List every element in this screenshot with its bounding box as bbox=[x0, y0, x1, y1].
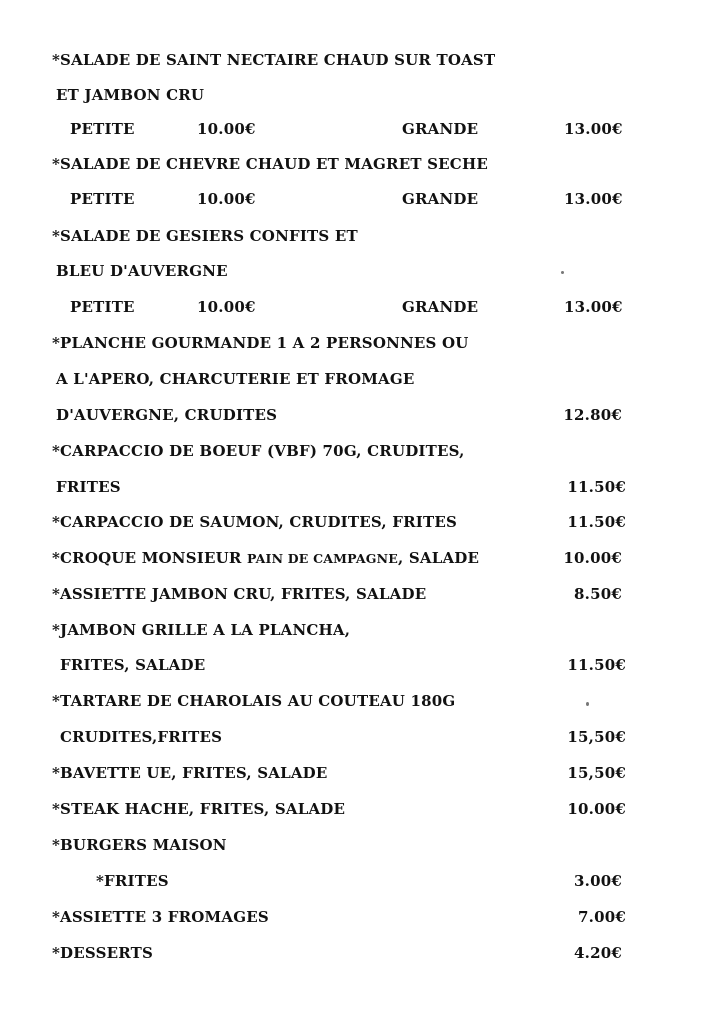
size-petite-label: PETITE bbox=[70, 298, 135, 316]
dish-croque-part2: PAIN DE CAMPAGNE bbox=[246, 551, 398, 566]
dish-desserts: *DESSERTS bbox=[52, 944, 154, 962]
dish-burgers-maison: *BURGERS MAISON bbox=[52, 836, 227, 854]
dish-assiette-jambon-price: 8.50€ bbox=[574, 585, 622, 603]
dish-saint-nectaire-line1: *SALADE DE SAINT NECTAIRE CHAUD SUR TOAST bbox=[52, 51, 496, 69]
dish-tartare-price: 15,50€ bbox=[567, 728, 626, 746]
dish-assiette-fromages-price: 7.00€ bbox=[578, 908, 626, 926]
dish-frites: *FRITES bbox=[96, 872, 169, 890]
dish-frites-price: 3.00€ bbox=[574, 872, 622, 890]
dish-assiette-fromages: *ASSIETTE 3 FROMAGES bbox=[52, 908, 269, 926]
dish-gesiers-line1: *SALADE DE GESIERS CONFITS ET bbox=[52, 227, 358, 245]
dish-jambon-grille-line1: *JAMBON GRILLE A LA PLANCHA, bbox=[52, 621, 351, 639]
dish-bavette: *BAVETTE UE, FRITES, SALADE bbox=[52, 764, 328, 782]
dish-saint-nectaire-line2: ET JAMBON CRU bbox=[56, 86, 205, 104]
dish-carpaccio-boeuf-price: 11.50€ bbox=[567, 478, 626, 496]
size-grande-price: 13.00€ bbox=[564, 190, 623, 208]
dish-carpaccio-boeuf-line1: *CARPACCIO DE BOEUF (VBF) 70G, CRUDITES, bbox=[52, 442, 465, 460]
dish-chevre-chaud: *SALADE DE CHEVRE CHAUD ET MAGRET SECHE bbox=[52, 155, 488, 173]
dish-assiette-jambon: *ASSIETTE JAMBON CRU, FRITES, SALADE bbox=[52, 585, 427, 603]
size-grande-price: 13.00€ bbox=[564, 120, 623, 138]
dish-planche-line3: D'AUVERGNE, CRUDITES bbox=[56, 406, 278, 424]
dish-planche-price: 12.80€ bbox=[563, 406, 622, 424]
dish-carpaccio-saumon-price: 11.50€ bbox=[567, 513, 626, 531]
size-grande-label: GRANDE bbox=[402, 298, 479, 316]
dish-bavette-price: 15,50€ bbox=[567, 764, 626, 782]
dish-croque-price: 10.00€ bbox=[563, 549, 622, 567]
size-petite-label: PETITE bbox=[70, 120, 135, 138]
dish-planche-line1: *PLANCHE GOURMANDE 1 A 2 PERSONNES OU bbox=[52, 334, 469, 352]
scan-speck bbox=[561, 271, 564, 274]
size-petite-label: PETITE bbox=[70, 190, 135, 208]
scan-speck bbox=[586, 702, 589, 706]
size-petite-price: 10.00€ bbox=[197, 120, 256, 138]
dish-steak-hache-price: 10.00€ bbox=[567, 800, 626, 818]
dish-croque-monsieur bbox=[52, 549, 479, 568]
size-grande-label: GRANDE bbox=[402, 120, 479, 138]
dish-jambon-grille-price: 11.50€ bbox=[567, 656, 626, 674]
dish-desserts-price: 4.20€ bbox=[574, 944, 622, 962]
size-petite-price: 10.00€ bbox=[197, 298, 256, 316]
dish-croque-part3: , SALADE bbox=[398, 549, 480, 567]
dish-jambon-grille-line2: FRITES, SALADE bbox=[60, 656, 206, 674]
dish-carpaccio-boeuf-line2: FRITES bbox=[56, 478, 121, 496]
dish-carpaccio-saumon: *CARPACCIO DE SAUMON, CRUDITES, FRITES bbox=[52, 513, 457, 531]
dish-tartare-line2: CRUDITES,FRITES bbox=[60, 728, 223, 746]
size-grande-label: GRANDE bbox=[402, 190, 479, 208]
dish-steak-hache: *STEAK HACHE, FRITES, SALADE bbox=[52, 800, 346, 818]
dish-croque-part1: *CROQUE MONSIEUR bbox=[52, 549, 247, 567]
dish-gesiers-line2: BLEU D'AUVERGNE bbox=[56, 262, 228, 280]
dish-planche-line2: A L'APERO, CHARCUTERIE ET FROMAGE bbox=[56, 370, 415, 388]
size-grande-price: 13.00€ bbox=[564, 298, 623, 316]
size-petite-price: 10.00€ bbox=[197, 190, 256, 208]
dish-tartare-line1: *TARTARE DE CHAROLAIS AU COUTEAU 180G bbox=[52, 692, 456, 710]
